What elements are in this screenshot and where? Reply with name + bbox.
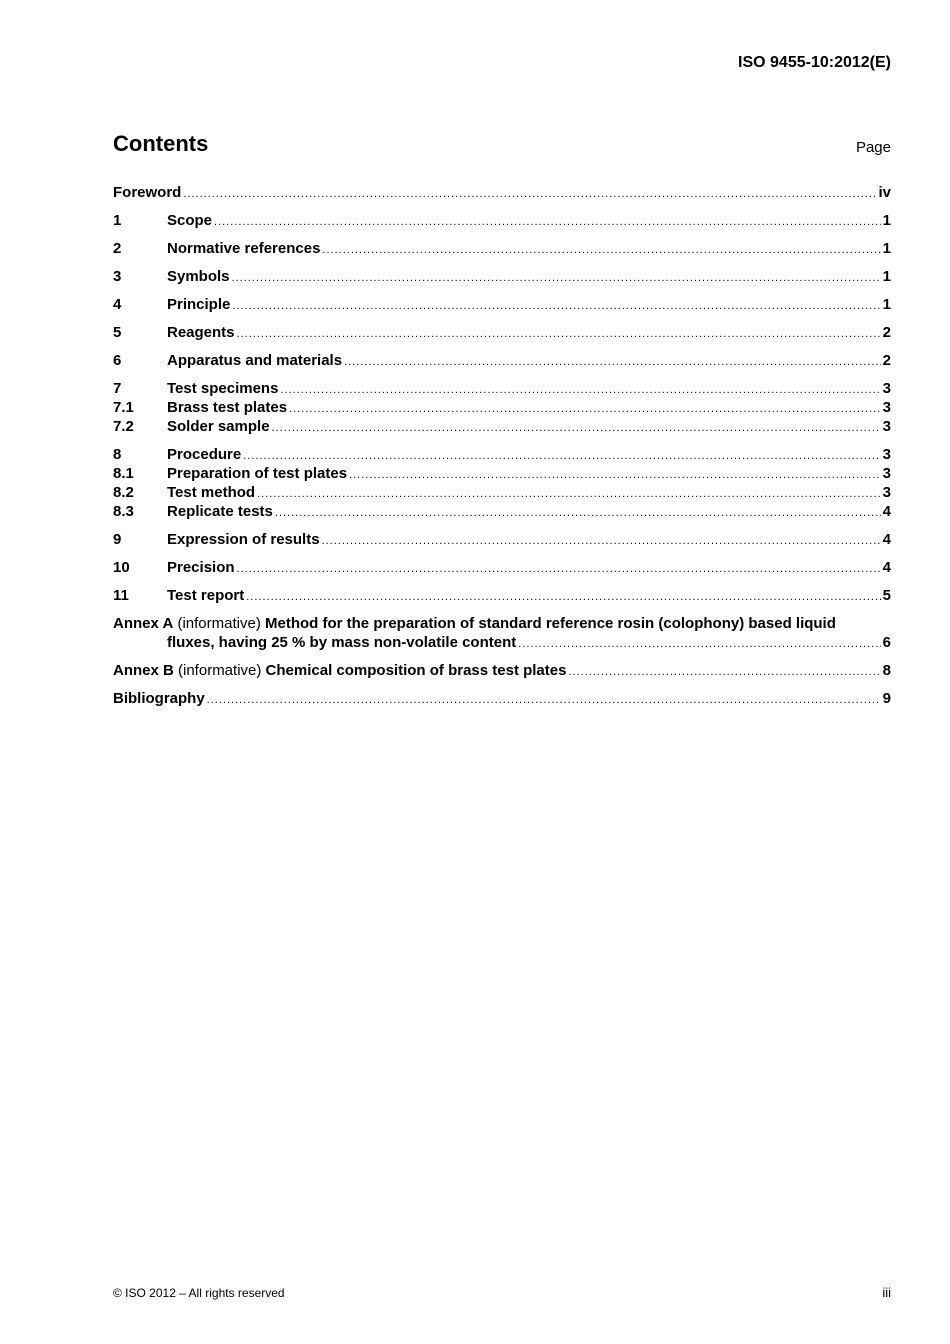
dot-leader — [237, 325, 881, 344]
bibliography-page: 9 — [882, 690, 891, 707]
toc-entry-number: 9 — [113, 531, 122, 548]
toc-entry-number: 6 — [113, 352, 122, 369]
toc-entry[interactable] — [113, 464, 891, 483]
toc-entry-page: 3 — [882, 484, 891, 501]
dot-leader — [322, 532, 881, 551]
toc-entry-title: Foreword — [113, 184, 182, 201]
toc-entry-number: 8.2 — [113, 484, 134, 501]
dot-leader — [183, 185, 876, 204]
dot-leader — [237, 560, 881, 579]
dot-leader — [322, 241, 880, 260]
toc-entry-title: Normative references — [167, 240, 321, 257]
toc-entry[interactable] — [113, 530, 891, 549]
toc-entry-title: Expression of results — [167, 531, 320, 548]
toc-entry-page: 3 — [882, 418, 891, 435]
page-column-label: Page — [855, 139, 891, 156]
toc-entry[interactable] — [113, 586, 891, 605]
toc-entry-title: Replicate tests — [167, 503, 273, 520]
toc-entry-page: 4 — [882, 559, 891, 576]
toc-entry-number: 8.1 — [113, 465, 134, 482]
dot-leader — [280, 381, 880, 400]
toc-entry-page: 2 — [882, 352, 891, 369]
toc-entry-number: 4 — [113, 296, 122, 313]
toc-entry[interactable] — [113, 239, 891, 258]
toc-entry-title: Preparation of test plates — [167, 465, 348, 482]
toc-entry[interactable] — [113, 398, 891, 417]
toc-entry-number: 2 — [113, 240, 122, 257]
annex-b-type: (informative) — [178, 662, 262, 679]
toc-entry-annex-a[interactable] — [113, 614, 891, 633]
toc-entry-number: 5 — [113, 324, 122, 341]
dot-leader — [232, 297, 880, 316]
dot-leader — [518, 635, 880, 654]
toc-entry-page: 1 — [882, 268, 891, 285]
page-number: iii — [882, 1285, 891, 1300]
document-id: ISO 9455-10:2012(E) — [738, 54, 891, 71]
dot-leader — [349, 466, 881, 485]
annex-b-title: Chemical composition of brass test plates — [265, 662, 567, 679]
table-of-contents — [113, 183, 891, 708]
dot-leader — [257, 485, 881, 504]
annex-b-page: 8 — [882, 662, 891, 679]
toc-entry[interactable] — [113, 295, 891, 314]
bibliography-title: Bibliography — [113, 690, 205, 707]
contents-heading: Contents — [113, 131, 209, 156]
toc-entry-number: 7.2 — [113, 418, 134, 435]
toc-entry-annex-a-continued[interactable] — [113, 633, 891, 652]
toc-entry[interactable] — [113, 558, 891, 577]
dot-leader — [275, 504, 881, 523]
toc-entry[interactable] — [113, 445, 891, 464]
toc-entry-annex-b[interactable] — [113, 661, 891, 680]
toc-entry-title: Test method — [167, 484, 256, 501]
toc-entry-number: 3 — [113, 268, 122, 285]
toc-entry-page: 5 — [882, 587, 891, 604]
annex-a-type: (informative) — [177, 615, 261, 632]
toc-entry[interactable] — [113, 417, 891, 436]
toc-entry-number: 11 — [113, 587, 129, 604]
toc-entry[interactable] — [113, 502, 891, 521]
toc-entry-number: 8 — [113, 446, 122, 463]
toc-entry[interactable] — [113, 379, 891, 398]
toc-entry-page: 3 — [882, 446, 891, 463]
toc-entry[interactable] — [113, 483, 891, 502]
toc-entry-page: 1 — [882, 296, 891, 313]
toc-entry-page: 1 — [882, 212, 891, 229]
toc-entry-page: 2 — [882, 324, 891, 341]
dot-leader — [344, 353, 881, 372]
toc-entry-number: 1 — [113, 212, 122, 229]
toc-entry-page: 3 — [882, 380, 891, 397]
toc-entry-page: 4 — [882, 531, 891, 548]
toc-entry-page: 3 — [882, 399, 891, 416]
toc-entry-number: 8.3 — [113, 503, 134, 520]
dot-leader — [272, 419, 881, 438]
toc-entry[interactable] — [113, 183, 891, 202]
toc-entry-title: Solder sample — [167, 418, 270, 435]
dot-leader — [232, 269, 881, 288]
toc-entry-title: Procedure — [167, 446, 242, 463]
toc-entry-page: 1 — [882, 240, 891, 257]
toc-entry-bibliography[interactable] — [113, 689, 891, 708]
annex-a-title-line1: Method for the preparation of standard reference rosin (colophony) based liquid — [265, 615, 836, 632]
toc-entry-page: 4 — [882, 503, 891, 520]
annex-a-title-line2: fluxes, having 25 % by mass non-volatile content — [167, 634, 517, 651]
toc-entry-number: 7 — [113, 380, 122, 397]
toc-entry-page: iv — [878, 184, 891, 201]
toc-entry-title: Precision — [167, 559, 235, 576]
toc-entry-title: Symbols — [167, 268, 230, 285]
toc-entry[interactable] — [113, 211, 891, 230]
toc-entry-number: 10 — [113, 559, 130, 576]
toc-entry-page: 3 — [882, 465, 891, 482]
toc-entry-title: Test report — [167, 587, 245, 604]
toc-entry-title: Scope — [167, 212, 213, 229]
toc-entry[interactable] — [113, 323, 891, 342]
dot-leader — [207, 691, 881, 710]
dot-leader — [214, 213, 881, 232]
toc-entry[interactable] — [113, 267, 891, 286]
toc-entry-title: Brass test plates — [167, 399, 288, 416]
toc-entry-number: 7.1 — [113, 399, 134, 416]
copyright-notice: © ISO 2012 – All rights reserved — [113, 1286, 285, 1300]
annex-a-label: Annex A — [113, 615, 174, 632]
annex-a-page: 6 — [882, 634, 891, 651]
toc-entry[interactable] — [113, 351, 891, 370]
annex-b-label: Annex B — [113, 662, 174, 679]
toc-entry-title: Reagents — [167, 324, 235, 341]
dot-leader — [568, 663, 880, 682]
toc-entry-title: Principle — [167, 296, 231, 313]
toc-entry-title: Test specimens — [167, 380, 279, 397]
toc-entry-title: Apparatus and materials — [167, 352, 343, 369]
dot-leader — [289, 400, 881, 419]
dot-leader — [246, 588, 880, 607]
